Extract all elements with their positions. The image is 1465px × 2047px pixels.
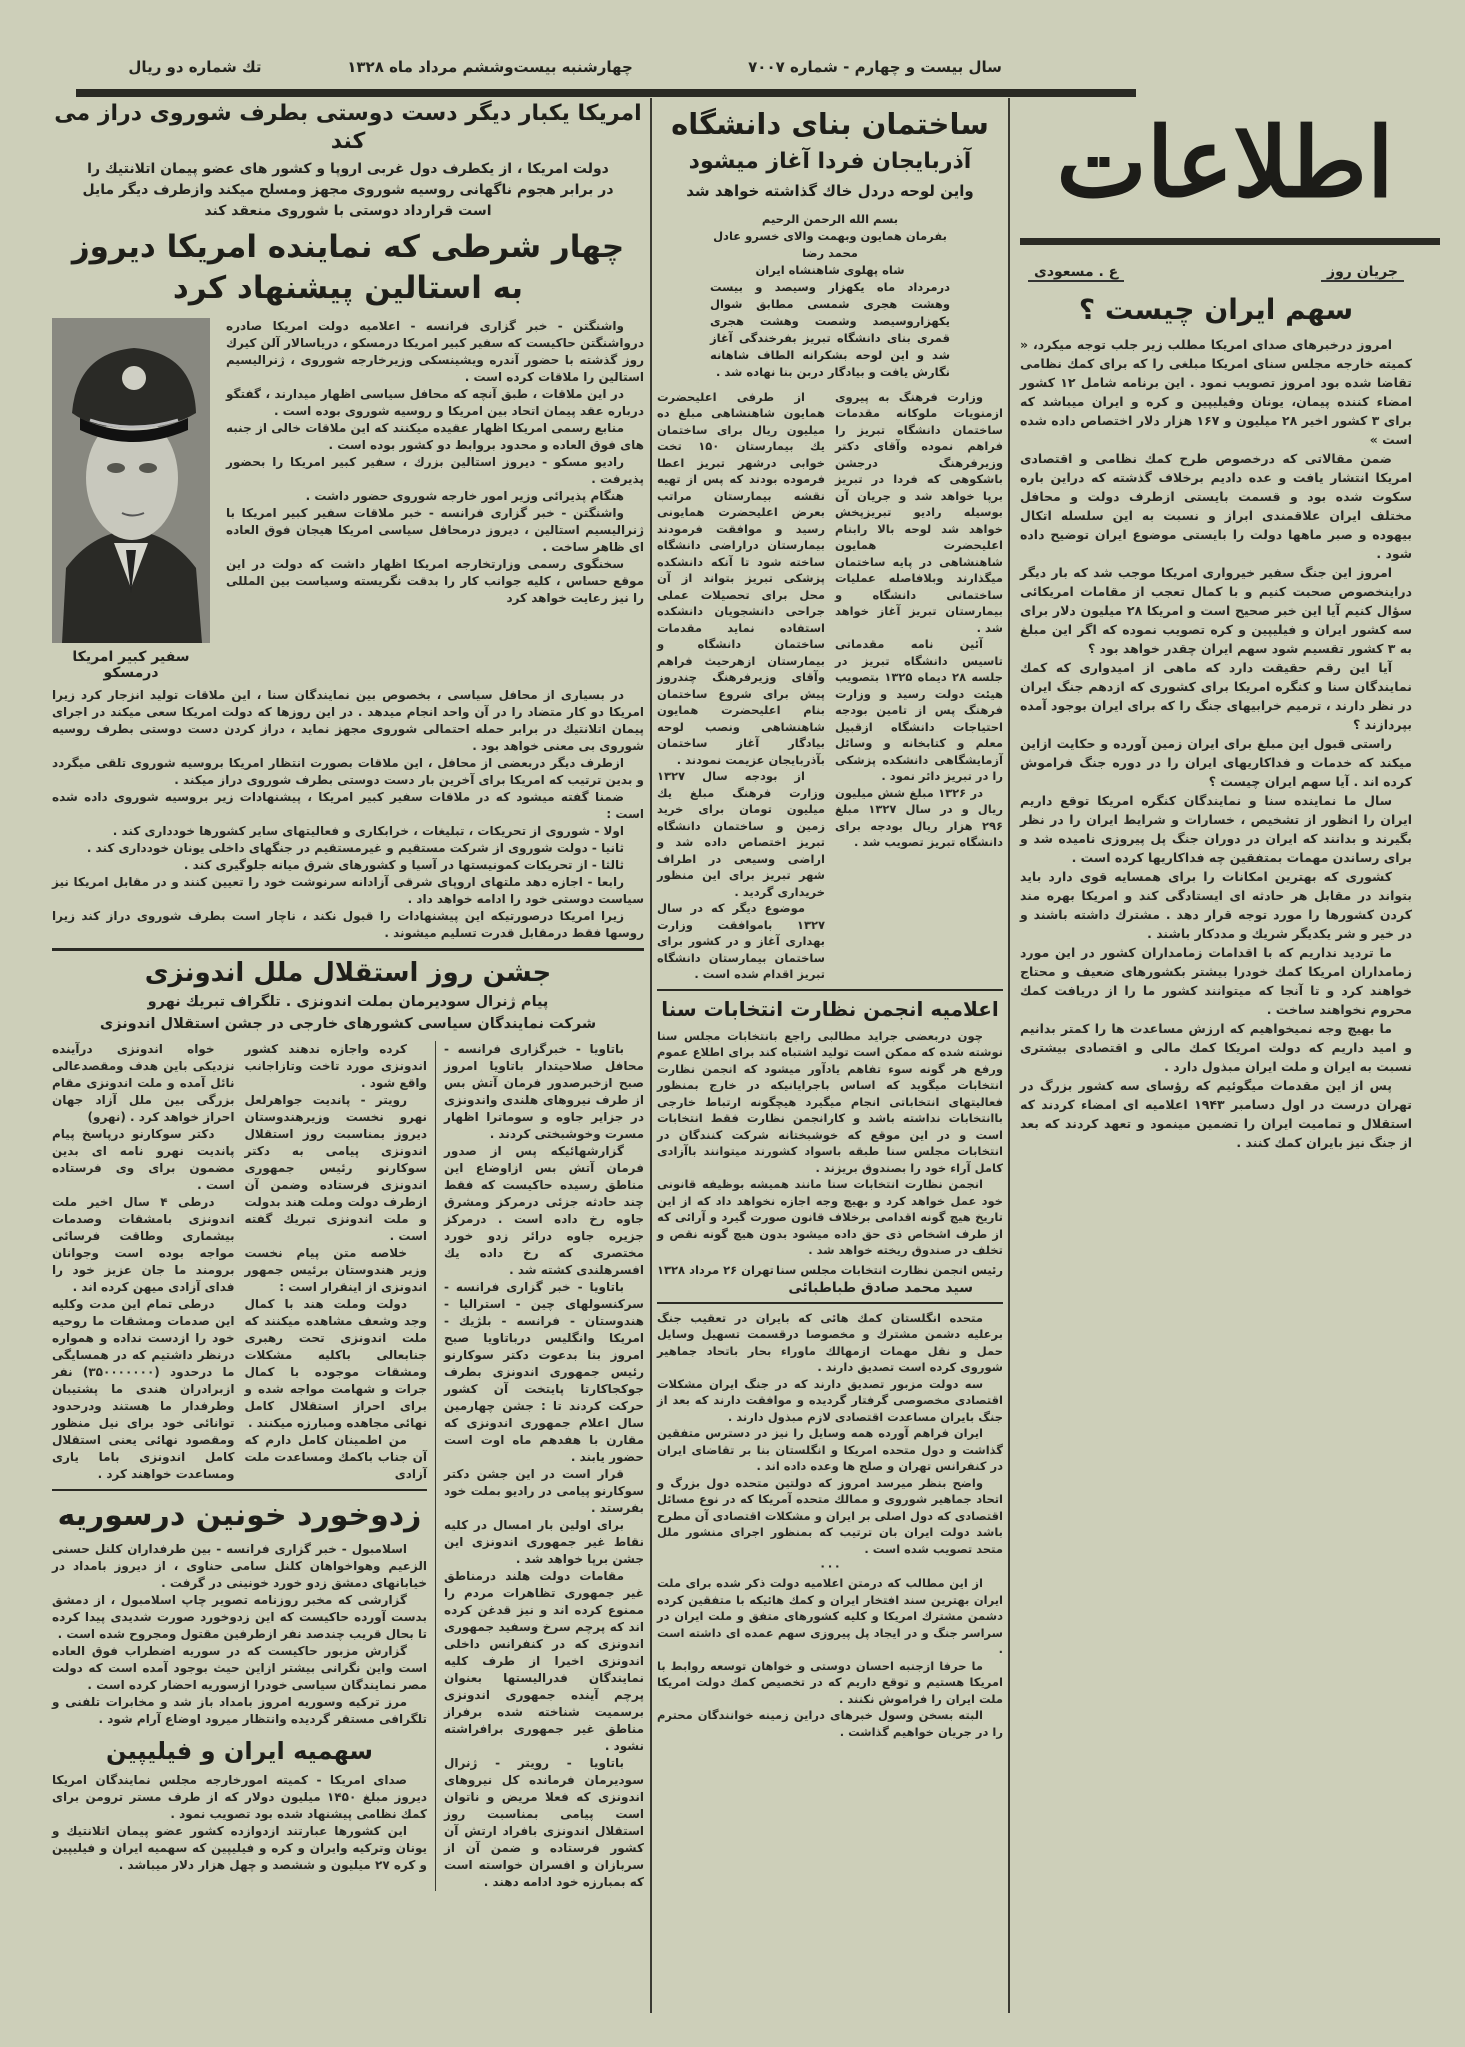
- paragraph: باتاویا - رویتر - ژنرال سودیرمان فرمانده کل نیروهای اندونزی که فعلا مریض و ناتوان است پیامی بمناسبت روز استقلال اندونزی بافراد ارتش آن کشور فرستاده و ضمن آن از سربازان و افسران خواسته است که بمبارزه خود ادامه دهند .: [444, 1756, 644, 1889]
- senate-date: تهران ۲۶ مرداد ۱۳۲۸: [657, 1262, 774, 1277]
- paragraph: گزارشهائیکه پس از صدور فرمان آتش بس ازاوضاع این مناطق رسیده حاکیست که فقط چند حادثه جزئی درمرکز ومشرق جاوه رخ داده است . درمرکز جزیره جاوه درائر زدو خورد مختصری که رخ داده یك افسرهلندی کشته شد .: [444, 1144, 644, 1277]
- paragraph: ازطرف دیگر دربعضی از محافل ، این ملاقات بصورت انتظار امریکا بروسیه شوروی تلقی میگردد و بدین ترتیب که امریکا برای آخرین بار دست دوستی بطرف شوروی دراز میکند .: [52, 755, 644, 787]
- top-rule: [76, 89, 1136, 97]
- paragraph: انجمن نظارت انتخابات سنا مانند همیشه بوظیفه قانونی خود عمل خواهد کرد و بهیچ وجه اجازه نخواهد داد که از این تاریخ هیچ گونه اقدامی برخلاف قانون صورت گیرد و آرائی که از طرف اشخاص ذی حق داده میشود بدون هیچ گونه نقص و تخلف در صندوق ریخته خواهد شد .: [657, 1177, 1003, 1257]
- issue-date: چهارشنبه بیست‌وششم مرداد ماه ۱۳۲۸: [347, 58, 633, 76]
- paragraph: مرز ترکیه وسوریه امروز بامداد باز شد و مخابرات تلفنی و تلگرافی مستقر گردیده وانتظار میرود اوضاع آرام شود .: [52, 1694, 427, 1726]
- paragraph: متحده انگلستان کمك هائی که بایران در تعقیب جنگ برعلیه دشمن مشترك و مخصوصا درقسمت تسهیل وسایل حمل و نقل مهمات ازمهالك ماوراء بحار باتحاد جماهیر شوروی کرده است تصدیق دارند .: [657, 1310, 1003, 1374]
- editorial-title: سهم ایران چیست ؟: [1078, 293, 1354, 326]
- paragraph: پس از این مقدمات میگوئیم که رؤسای سه کشور بزرگ در تهران درست در اول دسامبر ۱۹۴۳ اعلامیه ای امضاء کردند که استقلال و تمامیت ایران را تضمین مینمود و تعهد کردند که بعد از جنگ نیز بایران کمك کنند .: [1020, 1078, 1412, 1150]
- indonesia-lower: [52, 1041, 644, 1891]
- paragraph: کشوری که بهترین امکانات را برای همسایه قوی دارد باید بتواند در مقابل هر حادثه ای ایستادگی کند و امریکا بهره مند کردن کشورها را مورد توجه قرار دهد . مشترك داشته باشند و در خیر و شر یکدیگر شریك و مددکار باشند .: [1020, 869, 1412, 941]
- decree-line: بفرمان همایون وبهمت والای خسرو عادل محمد رضا: [713, 228, 947, 260]
- paragraph: ثالثا - از تحریکات کمونیستها در آسیا و کشورهای شرق میانه جلوگیری کند .: [183, 857, 624, 872]
- syria-body: [52, 1541, 427, 1728]
- paragraph: ثانیا - دولت شوروی از شرکت مستقیم و غیرمستقیم در جنگهای داخلی یونان خودداری کند .: [86, 840, 624, 855]
- paragraph: در این ملاقات ، طبق آنچه که محافل سیاسی اظهار میدارند ، گفتگو درباره عقد پیمان اتحاد بین امریکا و روسیه شوروی بوده است .: [226, 386, 644, 418]
- subtitle-line: پیام ژنرال سودیرمان بملت اندونزی . تلگراف تبریك نهرو: [147, 994, 549, 1010]
- author-name: ع . مسعودی: [1028, 264, 1124, 282]
- middle-column: [657, 106, 1003, 1740]
- paragraph: ما تردید نداریم که با اقدامات زمامداران کشور در این مورد زمامداران امریکا کمك خودرا بیشتر بکشورهای ضعیف و محتاج خواهند کرد و تا آنجا که میتوانند کشور ما را از دریافت کمك محروم نخواهند ساخت .: [1020, 945, 1412, 1017]
- university-body: [657, 389, 1003, 983]
- section-rule: [657, 989, 1003, 991]
- paragraph: سال ما نماینده سنا و نمایندگان کنگره امریکا توقع داریم ایران را انظور از تشخیص ، خسارات و شرایط ایران را در نظر بگیرند و بدانند که ایران در دوران جنگ پل پیروزی نامیده شد و برای رساندن مهمات بمتفقین چه فداکاریها کرده است .: [1020, 793, 1412, 865]
- paragraph: از بودجه سال ۱۳۲۷ وزارت فرهنگ مبلغ یك میلیون تومان برای خرید زمین و ساختمان دانشگاه تبریز اختصاص داده شد و اراضی وسیعی در اطراف شهر تبریز برای این منظور خریداری گردید .: [657, 769, 825, 899]
- paragraph: واشنگتن - خبر گزاری فرانسه - اعلامیه دولت امریکا صادره درواشنگتن حاکیست که سفیر کبیر امریکا درمسکو ، دریاسالار آلن کیرك روز گذشته با حضور آندره ویشینسکی وزیرخارجه شوروی ، ژنرالیسیم استالین را ملاقات کرده است .: [226, 318, 644, 384]
- university-subtitle-2: واین لوحه دردل خاك گذاشته خواهد شد: [686, 181, 974, 200]
- paragraph: گزارش مزبور حاکیست که در سوریه اضطراب فوق العاده است واین نگرانی بیشتر ازاین حیث بوجود آمده است که دولت مصر نمایندگان سیاسی خودرا ازسوریه احضار کرده است .: [52, 1643, 427, 1692]
- indonesia-cols: [52, 1041, 427, 1483]
- paragraph: کرده واجازه ندهند کشور اندونزی مورد تاخت وتازاجانب واقع شود .: [244, 1042, 427, 1090]
- america-deck: [52, 159, 644, 222]
- paragraph: من اطمینان کامل دارم که آن جناب باکمك ومساعدت ملت آزادی: [244, 1433, 427, 1481]
- paragraph: موضوع دیگر که در سال ۱۳۲۷ باموافقت وزارت بهداری آغاز و در کشور برای ساختمان بیمارستان دانشگاه تبریز اقدام شده است .: [657, 901, 825, 981]
- paragraph: رویتر - پاندیت جواهرلعل نهرو نخست وزیرهندوستان دیروز بمناسبت روز استقلال اندونزی پیامی به دکتر سوکارنو رئیس جمهوری اندونزی فرستاده وضمن آن ازطرف دولت وملت هند بدولت و ملت اندونزی تبریك گفته است .: [244, 1093, 427, 1243]
- paragraph: مقامات دولت هلند درمناطق غیر جمهوری تظاهرات مردم را ممنوع کرده اند و نیز قدغن کرده اند که پرچم سرخ وسفید جمهوری اندونزی که در کنفرانس داخلی اندونزی اخیرا از طرف کلیه نمایندگان فدرالیستها بعنوان پرچم آینده جمهوری اندونزی برسمیت شناخته شده برفراز مناطق غیر جمهوری برافراشته نشود .: [444, 1569, 644, 1753]
- signer-role: رئیس انجمن نظارت انتخابات مجلس سنا: [776, 1262, 1003, 1277]
- america-body: [226, 318, 644, 607]
- paragraph: درطی ۴ سال اخیر ملت اندونزی بامشقات وصدمات بیشماری وطاقت فرسائی مواجه بوده است وجوانان برومند ما جان عزیز خود را فدای آزادی میهن کرده اند .: [52, 1195, 235, 1294]
- column-divider: [650, 98, 652, 2013]
- indonesia-subtitle: [52, 991, 644, 1035]
- paragraph: منابع رسمی امریکا اظهار عقیده میکنند که این ملاقات خالی از جنبه های فوق العاده و محدود بروابط دو کشور بوده است .: [226, 420, 644, 452]
- university-col-left: [657, 389, 825, 983]
- paragraph: از طرفی اعلیحضرت همایون شاهنشاهی مبلغ ده میلیون ریال برای ساختمان یك بیمارستان ۱۵۰ تخت خوابی درشهر تبریز اعطا فرموده بودند که پس از تهیه نقشه بیمارستان مراتب بعرض اعلیحضرت همایونی رسید و موافقت فرمودند بیمارستان دراراضی دانشگاه ساخته شود تا آنکه دانشکده پزشکی تبریز بتواند از آن محل برای تحصیلات عملی جراحی دانشجویان دانشکده استفاده نماید مقدمات ساختمان دانشگاه و بیمارستان ازهرحیث فراهم وآقای وزیرفرهنگ چندروز پیش برای شروع ساختمان بنام اعلیحضرت همایون شاهنشاهی ونصب لوحه بیادگار آغاز ساختمان بآذربایجان عزیمت نمودند .: [657, 389, 825, 767]
- america-lead: [52, 318, 644, 681]
- paragraph: آیا این رقم حقیقت دارد که ماهی از امیدواری که کمك نمایندگان سنا و کنگره امریکا برای کشوری که ازدهم جنگ ایران در نظر دارند ، ترمیم خرابیهای جنگ را که برای ایران بوجود آمده بپردازند ؟: [1020, 660, 1412, 732]
- indonesia-col-3: [52, 1041, 235, 1483]
- paragraph: باتاویا - خبرگزاری فرانسه - محافل صلاحیتدار باتاویا امروز صبح ازخبرصدور فرمان آتش بس از طرف نیروهای هلندی واندونزی در جزایر جاوه و سوماترا اظهار مسرت وخوشبختی کردند .: [444, 1042, 644, 1141]
- continuation-body-2: [657, 1575, 1003, 1740]
- paragraph: اولا - شوروی از تحریکات ، تبلیغات ، خرابکاری و فعالیتهای سایر کشورها خودداری کند .: [112, 823, 624, 838]
- paragraph: ایران فراهم آورده همه وسایل را نیز در دسترس متفقین گذاشت و دول متحده امریکا و انگلستان بنا بر تقاضای ایران در کنفرانس تهران و صلح ها وعده داده اند .: [657, 1426, 1003, 1473]
- paragraph: زیرا امریکا درصورتیکه این پیشنهادات را قبول نکند ، ناچار است بطرف شوروی دراز کند زیرا روسها فقط درمقابل قدرت تسلیم میشوند .: [52, 908, 644, 940]
- left-column: [52, 100, 644, 1891]
- deck-line: دولت امریکا ، از یکطرف دول غربی اروپا و کشور های عضو پیمان اتلانتیك را: [87, 161, 609, 177]
- paragraph: سخنگوی رسمی وزارتخارجه امریکا اظهار داشت که دولت در این موقع حساس ، کلیه جوانب کار را بدقت نگریسته وسیاست بین المللی را نیز رعایت خواهد کرد: [226, 556, 644, 605]
- continuation-body: [657, 1310, 1003, 1558]
- paragraph: وزارت فرهنگ به پیروی ازمنویات ملوکانه مقدمات ساختمان دانشگاه تبریز را فراهم نموده وآقای دکتر وزیرفرهنگ درجشن باشکوهی که فردا در تبریز برپا خواهد شد و جریان آن بوسیله رادیو تبریزپخش خواهد شد لوحه بالا رابنام اعلیحضرت همایون شاهنشاهی در پایه ساختمان میگذارند وبلافاصله عملیات ساختمانی دانشگاه و بیمارستان تبریز آغاز خواهد شد .: [835, 389, 1003, 635]
- issue-price: تك شماره دو ریال: [128, 58, 262, 76]
- masthead-rule: [1020, 238, 1440, 245]
- paragraph: برای اولین بار امسال در کلیه نقاط غیر جمهوری اندونزی این جشن برپا خواهد شد .: [444, 1518, 644, 1566]
- paragraph: قرار است در این جشن دکتر سوکارنو پیامی در رادیو بملت خود بفرستد .: [444, 1467, 644, 1515]
- america-body-2: [52, 687, 644, 942]
- deck-line: در برابر هجوم ناگهانی روسیه شوروی مجهز ومسلح میکند وازطرف دیگر مایل: [82, 182, 614, 198]
- signer-name: سید محمد صادق طباطبائی: [788, 1279, 973, 1296]
- senate-title: اعلامیه انجمن نظارت انتخابات سنا: [661, 996, 999, 1021]
- paragraph: از این مطالب که درمتن اعلامیه دولت ذکر شده برای ملت ایران بهترین سند افتخار ایران و کمك هائیکه با متفقین کرده دشمن مشترك امریکا و کلیه کشورهای متفق و ملت ایران در سراسر جنگ و در ایجاد پل پیروزی سهم عمده ای داشته است .: [657, 1576, 1003, 1656]
- syria-title: زدوخورد خونین درسوریه: [57, 1498, 422, 1533]
- paragraph: راستی قبول این مبلغ برای ایران زمین آورده و حکایت ازاین میکند که خدمات و فداکاریهای ایران را در دوره جنگ فراموش کرده اند . آیا سهم ایران چیست ؟: [1020, 736, 1412, 789]
- paragraph: صدای امریکا - کمیته امورخارجه مجلس نمایندگان امریکا دیروز مبلغ ۱۴۵۰ میلیون دولار که از طرف مستر ترومن برای کمك نظامی پیشنهاد شده بود تصویب نمود .: [52, 1772, 427, 1821]
- decree-line: شاه پهلوی شاهنشاه ایران: [755, 262, 905, 277]
- philippines-body: [52, 1772, 427, 1874]
- paragraph: دکتر سوکارنو درپاسخ پیام پاندیت نهرو نامه ای بدین مضمون برای وی فرستاده است .: [52, 1127, 235, 1192]
- issue-number: سال بیست و چهارم - شماره ۷۰۰۷: [748, 58, 1002, 76]
- paragraph: این کشورها عبارتند ازدوازده کشور عضو پیمان اتلانتیك و یونان وترکیه وایران و کره و فیلیپین که سهمیه ایران و فیلیپین و کره ۲۷ میلیون و ششصد و چهل هزار دلار میباشد .: [52, 1823, 427, 1872]
- senate-signature-row: [657, 1263, 1003, 1277]
- paragraph: البته بسخن وسول خبرهای دراین زمینه خوانندگان محترم را در جریان خواهیم گذاشت .: [657, 1708, 1003, 1739]
- indonesia-title: جشن روز استقلال ملل اندونزی: [144, 957, 552, 988]
- separator: ۰۰۰: [819, 1559, 841, 1573]
- editorial-header: [1028, 264, 1404, 282]
- paragraph: رابعا - اجازه دهد ملتهای اروپای شرقی آزادانه سرنوشت خود را تعیین کنند و در مقابل امریکا نیز سیاست دوستی خود را ادامه خواهد داد .: [52, 874, 644, 906]
- paragraph: خواه اندونزی درآینده نزدیکی باین هدف ومقصدعالی نائل آمده و ملت اندونزی مقام بزرگی بین ملل آزاد جهان احراز خواهد کرد . (نهرو): [52, 1042, 235, 1124]
- ambassador-photo-block: [52, 318, 210, 681]
- university-subtitle: آذربایجان فردا آغاز میشود: [688, 149, 972, 175]
- america-title: امریکا یکبار دیگر دست دوستی بطرف شوروی دراز می کند: [54, 101, 642, 154]
- column-name: جریان روز: [1321, 264, 1404, 282]
- paragraph: هنگام پذیرائی وزیر امور خارجه شوروی حضور داشت .: [305, 488, 624, 503]
- philippines-title: سهمیه ایران و فیلیپین: [105, 1736, 374, 1765]
- indonesia-left-part: [52, 1041, 427, 1874]
- indonesia-col-1: [444, 1041, 644, 1891]
- university-title: ساختمان بنای دانشگاه: [671, 107, 989, 141]
- paragraph: در بسیاری از محافل سیاسی ، بخصوص بین نمایندگان سنا ، این ملاقات تولید انزجار کرد زیرا امریکا دو کار متضاد را در آن واحد انجام میدهد . در این روزها که دولت امریکا سعی میکند در اجرای پیمان اتلانتیك در برابر حمله احتمالی شوروی مجهز نماید ، دراز کردن دست دوستی بطرف روسیه شوروی بی معنی خواهد بود .: [52, 687, 644, 753]
- paragraph: چون دربعضی جراید مطالبی راجع بانتخابات مجلس سنا نوشته شده که ممکن است تولید اشتباه کند برای اطلاع عموم ورفع هر گونه سوء تفاهم یادآور میشود که انجمن نظارت انتخابات میگوید که اساس باجرایانیکه در خارج بمنظور فعالیتهای انتخاباتی انجام میگیرد هیچگونه ارتباط خارجی باانتخابات نداشته باشد و کارانجمن نظارت فقط انتخابات است و در این موقع که خوشبختانه شرکت کنندگان در انتخابات مجلس سنا طبقه باسواد کشورند میتوانند باآزادی کامل آراء خود را بصندوق بریزند .: [657, 1028, 1003, 1175]
- newspaper-logo: اطلاعات: [1056, 106, 1394, 219]
- section-rule: [657, 1302, 1003, 1304]
- paragraph: اسلامبول - خبر گزاری فرانسه - بین طرفداران کلنل حسنی الزعیم وهواخواهان کلنل سامی حناوی ، از دیروز بامداد در خیابانهای دمشق زدو خورد خونینی در گرفت .: [52, 1541, 427, 1590]
- paragraph: امروز این جنگ سفیر خیرواری امریکا موجب شد که بار دیگر دراینخصوص صحبت کنیم و با کمال تعجب از مقامات امریکائی سؤال کنیم آیا این خبر صحیح است و امریکا ۲۸ میلیون دلار برای سه کشور ایران و فیلیپین و کره تصویب نموده که اگر این مبلغ به ۳ کشور تقسیم شود سهم ایران چقدر خواهد بود ؟: [1020, 565, 1412, 656]
- paragraph: رادیو مسکو - دیروز استالین بزرك ، سفیر کبیر امریکا را بحضور پذیرفت .: [226, 454, 644, 486]
- paragraph: گزارشی که مخبر روزنامه تصویر چاپ اسلامبول ، از دمشق بدست آورده حاکیست که این زدوخورد صورت شدیدی پیدا کرده تا بحال قریب چندصد نفر ازطرفین مقتول ومجروح شده است .: [52, 1592, 427, 1641]
- paragraph: خلاصه متن پیام نخست وزیر هندوستان برئیس جمهور اندونزی از اینقرار است :: [244, 1246, 427, 1294]
- paragraph: در ۱۳۲۶ مبلغ شش میلیون ریال و در سال ۱۳۲۷ مبلغ ۲۹۶ هزار ریال بودجه برای دانشگاه تبریز تصویب شد .: [835, 785, 1003, 849]
- section-rule: [52, 1489, 427, 1491]
- column-divider: [1008, 98, 1010, 2013]
- paragraph: ضمنا گفته میشود که در ملاقات سفیر کبیر امریکا ، پیشنهادات زیر بروسیه شوروی داده شده است :: [52, 789, 644, 821]
- ambassador-photo: [52, 318, 210, 643]
- paragraph: امروز درخبرهای صدای امریکا مطلب زیر جلب توجه میکرد، « کمیته خارجه مجلس سنای امریکا مبلغی را که برای کمك نظامی تقاضا شده بود امروز تصویب نمود . این برنامه شامل ۱۲ کشور امضاء کننده پیمان، یونان وفیلیپین و کره و ایران میباشد که برای ۳ کشور اخیر ۲۸ میلیون و ۱۶۷ هزار دلار اختصاص داده شده است »: [1020, 337, 1413, 447]
- deck-line: است قرارداد دوستی با شوروی منعقد کند: [204, 203, 492, 219]
- senate-body: [657, 1028, 1003, 1259]
- paragraph: ما بهیچ وجه نمیخواهیم که ارزش مساعدت ها را کمتر بدانیم و امید داریم که دولت امریکا کمك مالی و اقتصادی بیشتری نسبت به ایران و ملت ایران مبذول دارد .: [1020, 1021, 1412, 1074]
- decree-line: بسم الله الرحمن الرحیم: [761, 211, 899, 226]
- subtitle-line: شرکت نمایندگان سیاسی کشورهای خارجی در جشن استقلال اندونزی: [99, 1016, 597, 1032]
- photo-caption: سفیر کبیر امریکا درمسکو: [72, 648, 190, 681]
- paragraph: آئین نامه مقدماتی تاسیس دانشگاه تبریز در جلسه ۲۸ دیماه ۱۳۲۵ بتصویب هیئت دولت رسید و وزارت فرهنگ پس از تامین بودجه احتیاجات دانشگاه ازقبیل معلم و کتابخانه و وسائل آزمایشگاهی دانشکده پزشکی را در تبریز دائر نمود .: [835, 637, 1003, 783]
- decree-line: درمرداد ماه یکهزار وسیصد و بیست وهشت هجری شمسی مطابق شوال یکهزاروسیصد وشصت وهشت هجری قمری بنای دانشگاه تبریز بفرخندگی آغاز شد و این لوحه بشکرانه الطاف شاهانه نگارش یافت و بیادگار دربن بنا نهاده شد .: [710, 279, 950, 379]
- paragraph: سه دولت مزبور تصدیق دارند که در جنگ ایران مشکلات اقتصادی مخصوصی گرفتار گردیده و موافقت دارند که بعد از جنگ بایران مساعدت اقتصادی لازم مبذول دارند .: [657, 1376, 1003, 1424]
- paragraph: ضمن مقالاتی که درخصوص طرح کمك نظامی و اقتصادی امریکا انتشار یافت و عده دادیم برخلاف گذشته که دراین باره سکوت شده بود و قسمت بایستی ازطرف دولت و محافل مختلف ایران علاقمندی ابراز و نسبت به این سلسله اتکال بیهوده و صبر ماهها دولت را بایستی موضوع ایران توضیح داده شود .: [1020, 451, 1412, 561]
- university-col-right: [835, 389, 1003, 983]
- indonesia-col-2: [245, 1041, 428, 1483]
- america-title-2: چهار شرطی که نماینده امریکا دیروز: [71, 229, 625, 265]
- paragraph: واشنگتن - خبر گزاری فرانسه - خبر ملاقات سفیر کبیر امریکا با ژنرالیسیم استالین ، دیروز درمحافل سیاسی امریکا هیجان فوق العاده ای ظاهر ساخت .: [226, 505, 644, 554]
- decree-text: [710, 211, 950, 381]
- paragraph: واضح بنظر میرسد امروز که دولتین متحده دول بزرگ و اتحاد جماهیر شوروی و ممالك متحده آمریکا که در نوع مسائل اقتصادی که دول اصلی بر ایران و مشکلات اقتصادی آن مطرح باشد دولت ایران بان ترتیب که بمنظور اجرای منشور ملل متحد تصویب شده است .: [657, 1475, 1003, 1556]
- america-title-3: به استالین پیشنهاد کرد: [172, 269, 524, 306]
- paragraph: باتاویا - خبر گزاری فرانسه - سرکنسولهای چین - استرالیا - هندوستان - فرانسه - بلژیك - امریکا وانگلیس درباتاویا صبح امروز بنا بدعوت دکتر سوکارنو رئیس جمهوری اندونزی بطرف جوکجاکارتا پایتخت آن کشور حرکت کردند تا : جشن چهارمین سال اعلام جمهوری اندونزی که مقارن با هفدهم ماه اوت است حضور یابند .: [444, 1280, 644, 1464]
- editorial-column: [1020, 264, 1412, 1152]
- editorial-body: [1020, 335, 1412, 1152]
- paragraph: دولت وملت هند با کمال وجد وشعف مشاهده میکنند که ملت اندونزی تحت رهبری جنابعالی باکلیه مشکلات ومشقات موجوده با کمال جرات و شهامت مواجه شده و برای احراز استقلال کامل نهائی مجاهده ومبارزه میکنند .: [244, 1297, 427, 1430]
- paragraph: ما حرفا ازجنبه احسان دوستی و خواهان توسعه روابط با امریکا هستیم و توقع داریم که در تخصیص کمك دولت امریکا ملت ایران را فراموش نکنند .: [657, 1658, 1003, 1706]
- section-rule: [52, 948, 644, 951]
- paragraph: درطی تمام این مدت وکلیه این صدمات ومشقات ما روحیه خود را ازدست نداده و همواره درنظر داشتیم که در همسایگی ما درحدود (۳۵۰۰۰۰۰۰۰) نفر ازبرادران هندی ما پشتیبان وطرفدار ما هستند ودرحدود توانائی خود برای نیل منظور ومقصود نهائی یعنی استقلال کامل اندونزی باما یاری ومساعدت خواهند کرد .: [52, 1297, 235, 1481]
- column-divider: [435, 1041, 436, 1891]
